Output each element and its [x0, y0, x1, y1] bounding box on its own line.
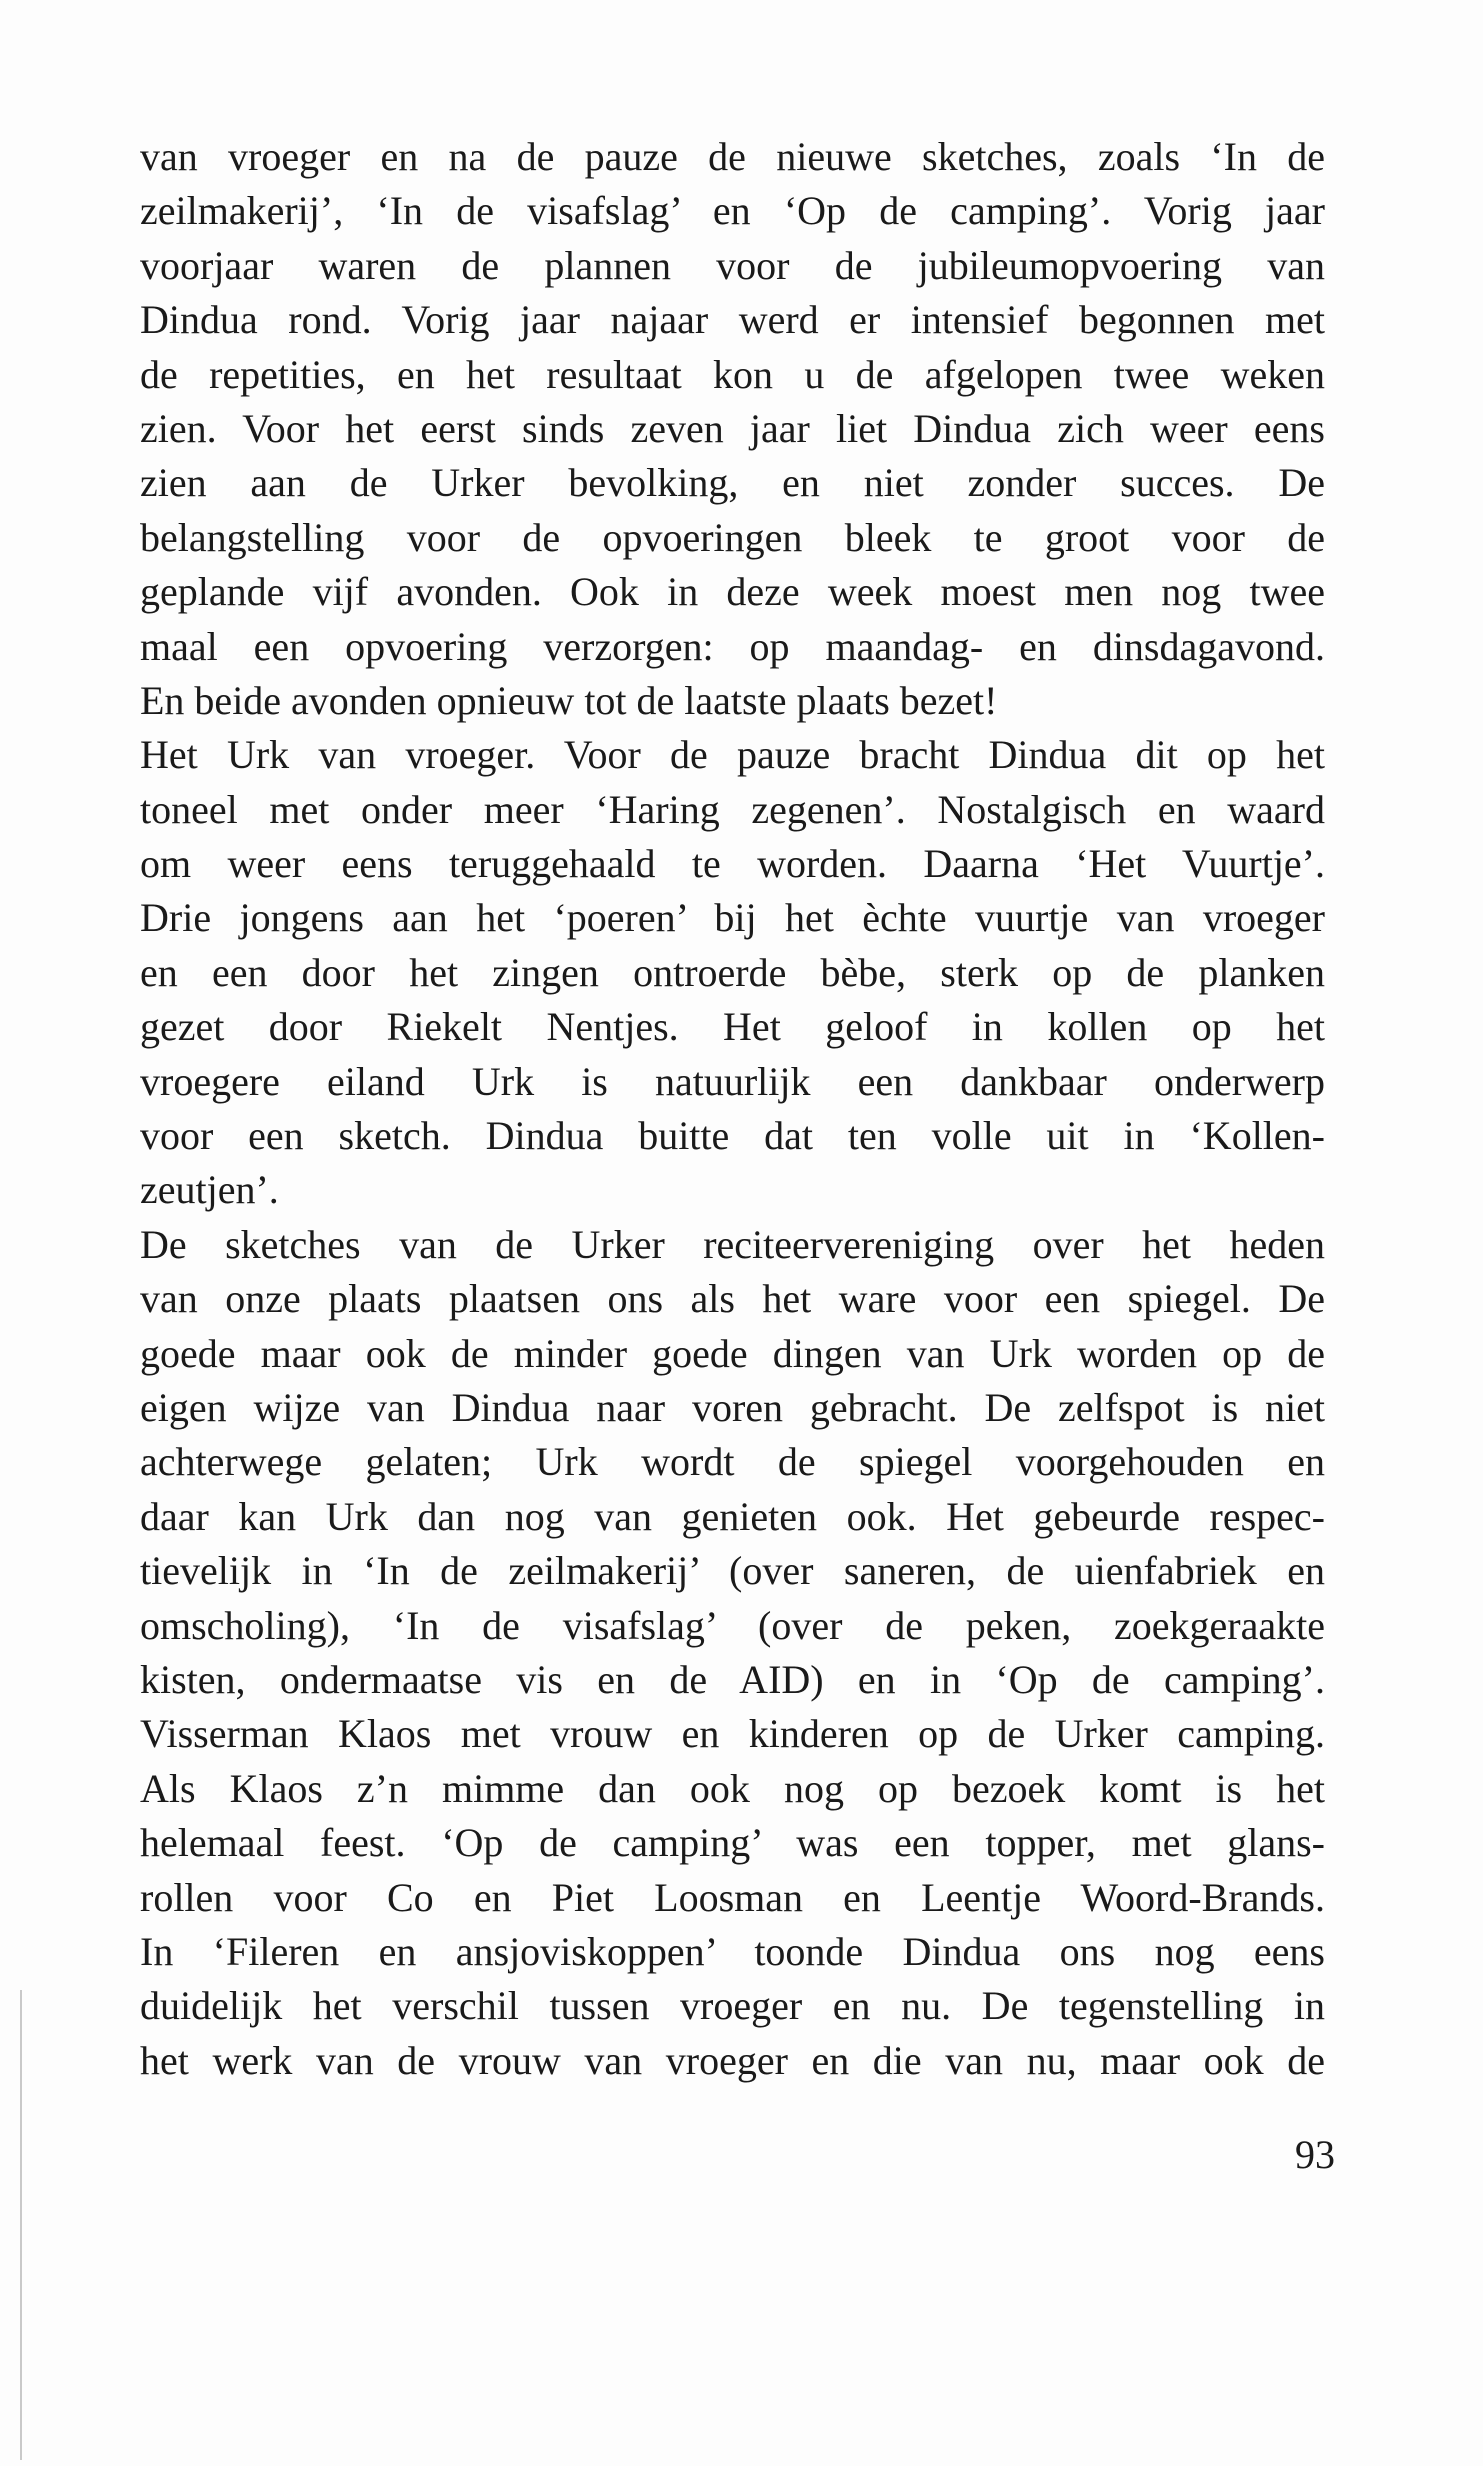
text-line: geplande vijf avonden. Ook in deze week moest men nog twee [140, 569, 1325, 615]
text-line: Het Urk van vroeger. Voor de pauze bracht Dindua dit op het [140, 732, 1325, 778]
text-line: zeilmakerij’, ‘In de visafslag’ en ‘Op de camping’. Vorig jaar [140, 188, 1325, 234]
text-line: tievelijk in ‘In de zeilmakerij’ (over saneren, de uienfabriek en [140, 1548, 1325, 1594]
text-line: kisten, ondermaatse vis en de AID) en in ‘Op de camping’. [140, 1656, 1325, 1702]
text-line: En beide avonden opnieuw tot de laatste plaats bezet! [140, 677, 998, 723]
text-line: zien aan de Urker bevolking, en niet zonder succes. De [140, 460, 1325, 506]
binding-edge-line [20, 1990, 22, 2460]
text-line: zien. Voor het eerst sinds zeven jaar liet Dindua zich weer eens [140, 405, 1325, 451]
body-text [140, 130, 1325, 2088]
text-line: rollen voor Co en Piet Loosman en Leentje Woord-Brands. [140, 1874, 1325, 1920]
page-number: 93 [1295, 2132, 1335, 2177]
text-line: eigen wijze van Dindua naar voren gebracht. De zelfspot is niet [140, 1384, 1325, 1430]
text-line: van onze plaats plaatsen ons als het ware voor een spiegel. De [140, 1276, 1325, 1322]
text-line: maal een opvoering verzorgen: op maandag- en dinsdagavond. [140, 623, 1325, 669]
text-line: Als Klaos z’n mimme dan ook nog op bezoek komt is het [140, 1765, 1325, 1811]
text-line: gezet door Riekelt Nentjes. Het geloof in kollen op het [140, 1004, 1325, 1050]
text-line: van vroeger en na de pauze de nieuwe sketches, zoals ‘In de [140, 134, 1325, 179]
text-line: Visserman Klaos met vrouw en kinderen op de Urker camping. [140, 1711, 1325, 1757]
text-line: De sketches van de Urker reciteervereniging over het heden [140, 1221, 1325, 1267]
text-line: toneel met onder meer ‘Haring zegenen’. Nostalgisch en waard [140, 786, 1325, 832]
text-line: goede maar ook de minder goede dingen van Urk worden op de [140, 1330, 1325, 1376]
text-line: vroegere eiland Urk is natuurlijk een dankbaar onderwerp [140, 1058, 1325, 1104]
text-line: voor een sketch. Dindua buitte dat ten volle uit in ‘Kollen- [140, 1113, 1325, 1159]
text-line: Dindua rond. Vorig jaar najaar werd er intensief begonnen met [140, 297, 1325, 343]
text-line: Drie jongens aan het ‘poeren’ bij het èchte vuurtje van vroeger [140, 895, 1325, 941]
text-line: duidelijk het verschil tussen vroeger en nu. De tegenstelling in [140, 1983, 1325, 2029]
text-line: het werk van de vrouw van vroeger en die van nu, maar ook de [140, 2037, 1325, 2083]
text-line: de repetities, en het resultaat kon u de afgelopen twee weken [140, 351, 1325, 397]
text-line: zeutjen’. [140, 1167, 279, 1213]
text-line: daar kan Urk dan nog van genieten ook. Het gebeurde respec- [140, 1493, 1325, 1539]
text-line: om weer eens teruggehaald te worden. Daarna ‘Het Vuurtje’. [140, 841, 1325, 887]
text-line: en een door het zingen ontroerde bèbe, sterk op de planken [140, 949, 1325, 995]
text-line: achterwege gelaten; Urk wordt de spiegel voorgehouden en [140, 1439, 1325, 1485]
text-line: helemaal feest. ‘Op de camping’ was een topper, met glans- [140, 1820, 1325, 1866]
text-line: voorjaar waren de plannen voor de jubileumopvoering van [140, 242, 1325, 288]
text-line: omscholing), ‘In de visafslag’ (over de peken, zoekgeraakte [140, 1602, 1325, 1648]
text-line: In ‘Fileren en ansjoviskoppen’ toonde Dindua ons nog eens [140, 1928, 1325, 1974]
text-line: belangstelling voor de opvoeringen bleek te groot voor de [140, 514, 1325, 560]
